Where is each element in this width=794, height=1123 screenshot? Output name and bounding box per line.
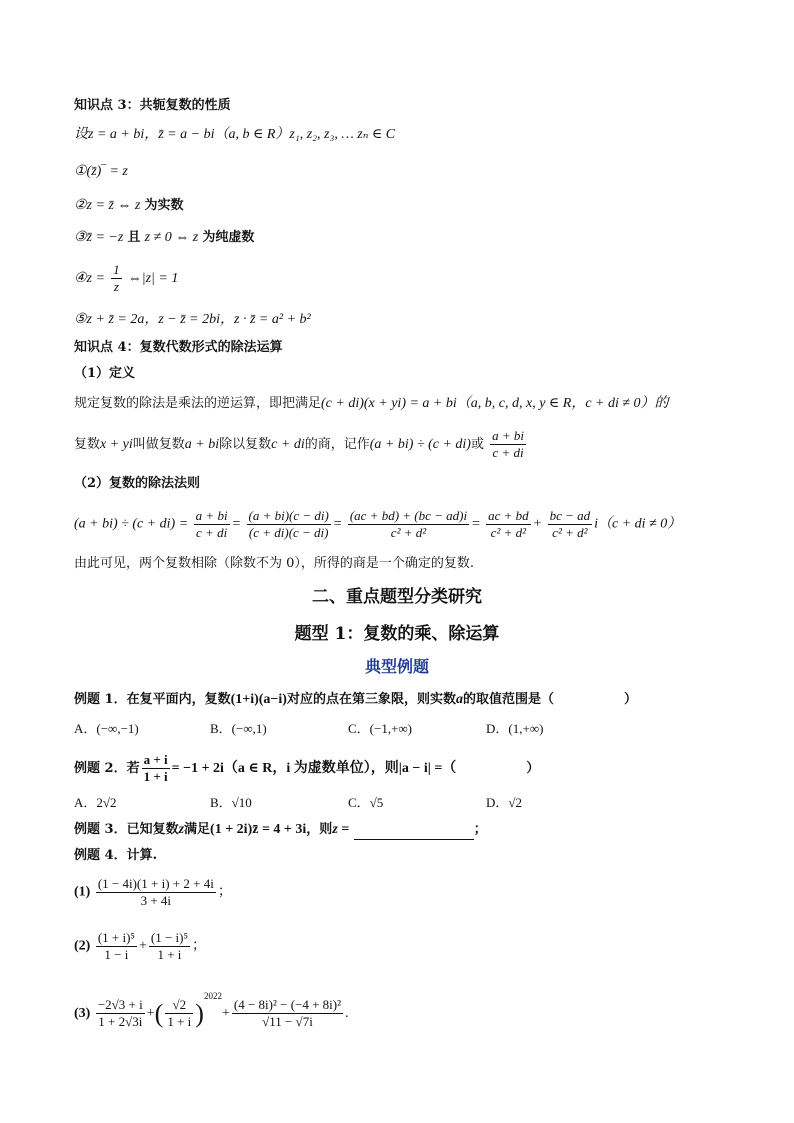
kp3-p2-text: 为实数 [144,198,184,213]
example-2-option-b[interactable]: B．√10 [210,795,252,810]
kp4-def-text-b: 复数 [74,437,101,452]
example-2-option-a[interactable]: A．2√2 [74,795,117,810]
example-4-stem: 例题 4．计算. [74,848,158,863]
examples-heading: 典型例题 [364,657,429,676]
kp3-p2-formula: ②z = z̄ ⇔ z [74,198,141,213]
example-4-q3-fraction-3: $\frac{\text{(4 − 8i)² − (−4 + 8i)²}}{√11 - √7i}$ [233,997,342,1030]
example-1-option-d[interactable]: D．(1,+∞) [486,721,544,736]
kp4-title: 知识点 4：复数代数形式的除法运算 [74,340,283,355]
section-heading: 二、重点题型分类研究 [312,587,482,607]
example-4-q3-fraction-2: $\frac{√2}{1 + i}$ [167,997,192,1030]
kp4-rule-heading: （2）复数的除法法则 [74,476,201,491]
kp4-def-divisor: c + di [271,437,305,452]
example-1-option-c[interactable]: C．(−1,+∞) [348,721,413,736]
example-1-option-b[interactable]: B．(−∞,1) [210,721,267,736]
kp3-title: 知识点 3：共轭复数的性质 [74,98,231,113]
kp4-def-fraction: $\frac{a + bi}{c + di}$ [492,428,525,460]
kp4-def-formula-a: (c + di)(x + yi) = a + bi（a, b, c, d, x, y ∈ R，c + di ≠ 0）的 [321,396,669,411]
kp4-definition-line1 [74,394,669,414]
kp4-rule-frac-5: $\frac{bc - ad}{\text{c² + d²}}$ [549,508,591,540]
example-2-fraction: $\frac{a + i}{1 + i}$ [143,752,168,784]
example-3-answer-blank[interactable] [354,825,474,840]
example-4-q3-fraction-1: $\frac{-2√3 + i}{1 + 2√3i}$ [97,997,143,1030]
kp4-definition-line2 [74,428,528,461]
kp4-rule-frac-2: $\frac{(a + bi)(c - di)}{(c + di)(c - di)}$ [248,508,329,540]
kp4-rule-tail: i（c + di ≠ 0） [594,516,682,532]
kp4-rule-frac-3: $\frac{(ac + bd) + (bc - ad)i}{\text{c² + d²}}$ [349,508,468,540]
kp3-property-3 [74,228,254,248]
example-3-stem: 例题 3．已知复数z满足(1 + 2i)z̄ = 4 + 3i，则z = ； [74,820,487,840]
question-type-heading: 题型 1：复数的乘、除运算 [294,624,500,644]
kp4-definition-heading: （1）定义 [74,366,136,381]
example-4-question-1: (1) $\frac{(1 - 4i)(1 + i) + 2 + 4i}{3 + 4i}$ ； [74,876,232,908]
kp3-setup: 设z = a + bi，z̄ = a − bi（a, b ∈ R）z₁, z₂, z₃, … zₙ ∈ C [74,127,396,142]
example-1-stem: 例题 1．在复平面内，复数(1+i)(a−i)对应的点在第三象限，则实数a的取值范围是（ ） [74,692,638,707]
example-1-option-a[interactable]: A．(−∞,−1) [74,721,139,736]
kp4-def-quotient: x + yi [100,437,133,452]
kp4-def-or: 或 [470,437,484,452]
kp4-conclusion: 由此可见，两个复数相除（除数不为 0），所得的商是一个确定的复数. [74,556,475,571]
kp4-def-text-d: 除以复数 [219,437,272,452]
kp3-property-5: ⑤z + z̄ = 2a，z − z̄ = 2bi，z · z̄ = a² + b² [74,312,311,327]
kp4-def-text-e: 的商，记作 [304,437,370,452]
kp4-def-notation: (a + bi) ÷ (c + di) [369,437,471,452]
kp3-p3-and: 且 [127,230,141,245]
kp3-p3-formula-b: z ≠ 0 ⇔ z [144,230,199,245]
kp4-rule-frac-4: $\frac{ac + bd}{\text{c² + d²}}$ [488,508,529,540]
kp4-rule-lhs: (a + bi) ÷ (c + di) = [74,516,189,532]
kp3-p4-rhs: ⇔|z| = 1 [127,271,179,286]
kp4-rule-frac-1: $\frac{a + bi}{c + di}$ [195,508,228,540]
example-2-option-c[interactable]: C．√5 [348,795,384,810]
example-2-option-d[interactable]: D．√2 [486,795,523,810]
example-2-stem: 例题 2．若 $\frac{a + i}{1 + i}$ = −1 + 2i（a ∈ R，i 为虚数单位），则|a − i| =（ ） [74,752,540,784]
kp4-def-text-a: 规定复数的除法是乘法的逆运算，即把满足 [74,396,322,411]
kp4-rule-formula: (a + bi) ÷ (c + di) = $\frac{a + bi}{c + di}$ = $\frac{(a + bi)(c - di)}{(c + di)(c - di)}$ = $\frac{(ac + bd) + (bc - ad)i}{\text{c² + d²}}$ = $\frac{ac + bd}{\text{c² + d²}}$ + $\frac{bc - ad}{\text{c² + d²}}$ i（c + di ≠ 0） [74,508,682,540]
kp3-property-4 [74,262,178,295]
kp3-property-1: ①(z̄)‾ = z [74,164,128,179]
kp4-def-dividend: a + bi [184,437,220,452]
kp3-p4-lhs: ④z = [74,271,105,286]
example-4-question-3: (3) $\frac{-2√3 + i}{1 + 2√3i}$ +( $\frac{√2}{1 + i}$ )$^{2022}$+ $\frac{\text{(4 − 8i)² − (−4 + 8i)²}}{√11 - √7i}$ . [74,991,349,1030]
kp3-p3-formula-a: ③z̄ = −z [74,230,124,245]
example-4-q2-fraction-1: $\frac{\text{(1 + i)⁵}}{1 - i}$ [97,930,135,962]
kp3-p4-fraction: $\frac{1}{z}$ [113,262,120,294]
kp3-p3-text: 为纯虚数 [202,230,255,245]
example-4-q1-fraction: $\frac{(1 - 4i)(1 + i) + 2 + 4i}{3 + 4i}$ [97,876,214,908]
example-4-question-2: (2) $\frac{\text{(1 + i)⁵}}{1 - i}$ + $\frac{\text{(1 − i)⁵}}{1 + i}$ ； [74,930,207,962]
example-4-q2-fraction-2: $\frac{\text{(1 − i)⁵}}{1 + i}$ [150,930,189,962]
kp4-def-text-c: 叫做复数 [132,437,185,452]
kp3-property-2 [74,196,184,216]
